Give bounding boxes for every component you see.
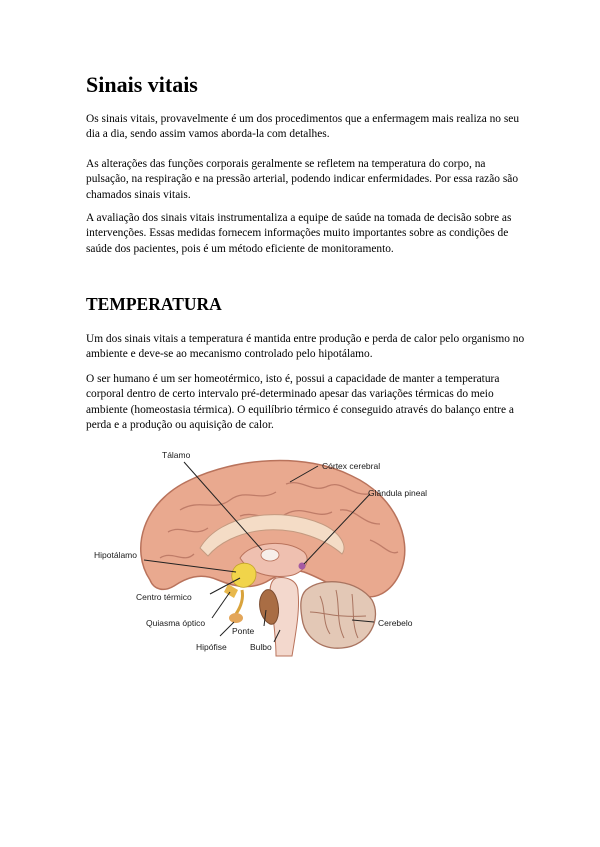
hypothalamus-shape [232, 563, 256, 587]
label-cerebelo: Cerebelo [378, 618, 413, 628]
section-heading-temperatura: TEMPERATURA [86, 294, 222, 314]
label-centro-termico: Centro térmico [136, 592, 192, 602]
brain-diagram [90, 440, 450, 672]
intro-paragraph-1: Os sinais vitais, provavelmente é um dos procedimentos que a enfermagem mais realiza no seu dia a dia, sendo assim vamos aborda-la com detalhes. [86, 113, 520, 141]
pituitary-stalk [236, 590, 243, 614]
label-glandula-pineal: Glândula pineal [368, 488, 428, 498]
section-paragraph-1: Um dos sinais vitais a temperatura é mantida entre produção e perda de calor pelo organismo no ambiente e deve-se ao mecanismo controlado pelo hipotálamo. [86, 333, 525, 361]
label-cortex-cerebral: Córtex cerebral [322, 461, 381, 471]
label-quiasma-optico: Quiasma óptico [146, 618, 206, 628]
label-bulbo: Bulbo [250, 642, 272, 652]
section-paragraph-2: O ser humano é um ser homeotérmico, isto é, possui a capacidade de manter a temperatura corporal dentro de certo intervalo pré-determinado apesar das variações térmicas do meio ambiente (homeostasia térmica). O equilíbrio térmico é conseguido através do balanço entre a perda e a produção ou aquisição de calor. [86, 373, 514, 431]
intro-paragraph-3: A avaliação dos sinais vitais instrumentaliza a equipe de saúde na tomada de decisão sobre as intervenções. Essas medidas fornecem informações muito importantes sobre as condições de saúde dos pacientes, pois é um método eficiente de monitoramento. [86, 212, 512, 255]
thalamus-center [261, 549, 279, 561]
pituitary-gland [229, 613, 243, 623]
label-ponte: Ponte [232, 626, 255, 636]
label-talamo: Tálamo [162, 450, 191, 460]
intro-paragraph-2: As alterações das funções corporais geralmente se refletem na temperatura do corpo, na pulsação, na respiração e na pressão arterial, podendo indicar enfermidades. Por essa razão são chamados sinais vitais. [86, 158, 519, 201]
label-hipofise: Hipófise [196, 642, 227, 652]
label-hipotalamo: Hipotálamo [94, 550, 137, 560]
page-title: Sinais vitais [86, 72, 198, 97]
